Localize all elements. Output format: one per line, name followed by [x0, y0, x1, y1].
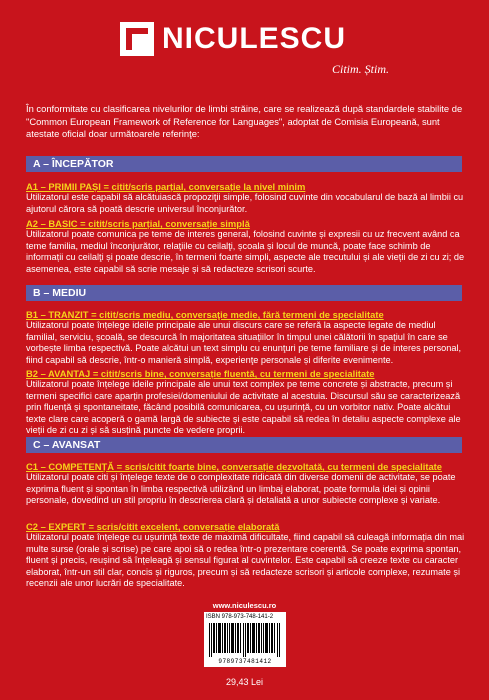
price-label: 29,43 Lei: [225, 677, 264, 687]
barcode-box: [204, 612, 286, 667]
intro-paragraph: În conformitate cu clasificarea nivelurilor de limbi străine, care se realizează după standardele stabilite de "Common European Framework of Reference for Languages", adoptat de Comisia Europeană, sunt atestate oficial doar următoarele referinţe:: [26, 103, 463, 140]
level-b1-body: Utilizatorul poate înțelege ideile principale ale unui discurs care se referă la aspecte legate de mediul familial, serviciu, școală, se descurcă în majoritatea situațiilor în timpul unei călătorii în spaţiul în care se vorbește limba respectivă. Poate alcătui un text simplu cu enunţuri pe teme familiare și de interes personal, fiind capabil să descrie, într-o manieră simplă, experienţe personale și diferite evenimente.: [26, 320, 462, 365]
level-c2-heading: C2 – EXPERT = scris/citit excelent, conversație elaborată: [26, 521, 280, 532]
level-b1-heading: B1 – TRANZIT = citit/scris mediu, conversaţie medie, fără termeni de specialitate: [26, 309, 384, 320]
publisher-tagline: Citim. Știm.: [332, 62, 390, 76]
level-a1-heading: A1 – PRIMII PAȘI = citit/scris parțial, conversație la nivel minim: [26, 181, 306, 192]
section-c-bar: C – AVANSAT: [26, 437, 462, 453]
barcode-icon: [209, 623, 281, 657]
publisher-logo: [120, 22, 420, 84]
level-b2-heading: B2 – AVANTAJ = citit/scris bine, conversație fluentă, cu termeni de specialitate: [26, 368, 375, 379]
level-b2-body: Utilizatorul poate înțelege ideile principale ale unui text complex pe teme concrete și abstracte, precum și termeni specifici care aparțin profesiei/domeniului de activitate al acestuia. Discursul său se caracterizează prin fluență și spontaneitate, făcând posibilă comunicarea, cu ușurință, cu un vorbitor nativ. Poate alcătui texte clare care acoperă o gamă largă de subiecte și este capabil să redea în detaliu aspecte complexe ale vieții de zi cu zi și să susțină puncte de vedere proprii.: [26, 379, 461, 436]
barcode-number: 9789737481412: [218, 658, 272, 665]
logo-mark-icon: [120, 22, 154, 56]
website-link[interactable]: www.niculescu.ro: [212, 601, 277, 610]
level-a1-body: Utilizatorul este capabil să alcătuiască propoziţii simple, folosind cuvinte din vocabularul de bază al limbii cu ajutorul cărora să poată descrie universul înconjurător.: [26, 192, 464, 214]
level-a2-heading: A2 – BASIC = citit/scris parțial, conversație simplă: [26, 218, 250, 229]
level-c1-heading: C1 – COMPETENȚĂ = scris/citit foarte bine, conversație dezvoltată, cu termeni de specialitate: [26, 461, 443, 472]
level-c1-body: Utilizatorul poate citi și înțelege texte de o complexitate ridicată din diverse domenii de activitate, se poate exprima fluent și spontan în limba respectivă utilizând un limbaj elaborat, poate formula idei și opinii personale, dovedind un stil propriu în descrierea clară și detaliată a unor subiecte complexe și variate.: [26, 472, 456, 506]
section-a-bar: A – ÎNCEPĂTOR: [26, 156, 462, 172]
isbn-label: ISBN 978-973-748-141-2: [206, 614, 274, 620]
section-b-bar: B – MEDIU: [26, 285, 462, 301]
publisher-name: NICULESCU: [162, 22, 347, 55]
level-a2-body: Utilizatorul poate comunica pe teme de interes general, folosind cuvinte și expresii cu uz frecvent având ca teme familia, mediul înconjurător, relaţiile cu ceilalţi, școala și locul de muncă, poate face schimb de informații cu ceilalţi și poate descrie, în termeni foarte simpli, aspecte ale trecutului și ale vieții de zi cu zi; de asemenea, este capabil să scrie mesaje și să redacteze scrisori scurte.: [26, 229, 465, 274]
level-c2-body: Utilizatorul poate înțelege cu ușurință texte de maximă dificultate, fiind capabil să culeagă informația din mai multe surse (orale și scrise) pe care apoi să o redea într-o prezentare coerentă. Se poate exprima spontan, fluent și precis, reușind să înțeleagă și sensul figurat al cuvintelor. Este capabil să creeze texte cu caracter elaborat, într-un stil clar, concis și riguros, precum și să redacteze scrisori și articole complexe, rezumate și recenzii ale unor lucrări de specialitate.: [26, 532, 465, 589]
